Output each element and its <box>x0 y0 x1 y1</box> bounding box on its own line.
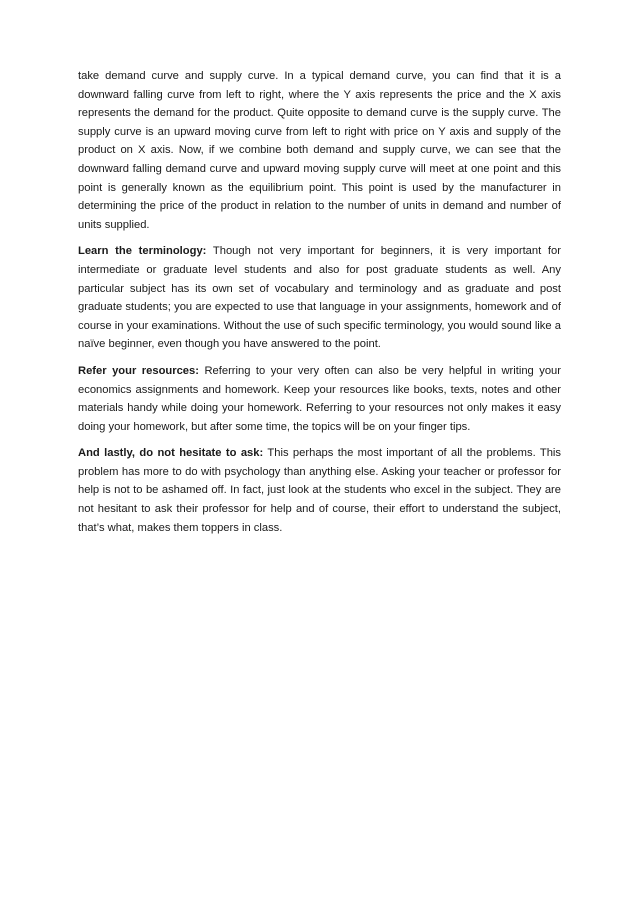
paragraph-body: Referring to your very often can also be very helpful in writing your economics assignments and homework. Keep your resources like books, texts, notes and other materials handy while doing your homework. Referring to your resources not only makes it easy doing your homework, but after some time, the topics will be on your finger tips. <box>78 364 561 433</box>
paragraph-heading: And lastly, do not hesitate to ask: <box>78 447 264 460</box>
document-page <box>78 67 561 545</box>
paragraph-body: Though not very important for beginners, it is very important for intermediate or graduate level students and also for post graduate students as well. Any particular subject has its own set of vocabulary and terminology and as graduate and post graduate students; you are expected to use that language in your assignments, homework and of course in your examinations. Without the use of such specific terminology, you would sound like a naïve beginner, even though you have answered to the point. <box>78 245 561 351</box>
paragraph-body: take demand curve and supply curve. In a typical demand curve, you can find that it is a downward falling curve from left to right, where the Y axis represents the price and the X axis represents the demand for the product. Quite opposite to demand curve is the supply curve. The supply curve is an upward moving curve from left to right with price on Y axis and supply of the product on X axis. Now, if we combine both demand and supply curve, we can see that the downward falling demand curve and upward moving supply curve will meet at one point and this point is generally known as the equilibrium point. This point is used by the manufacturer in determining the price of the product in relation to the number of units in demand and number of units supplied. <box>78 70 561 231</box>
paragraph-heading: Refer your resources: <box>78 364 199 377</box>
paragraph-body: This perhaps the most important of all the problems. This problem has more to do with psychology than anything else. Asking your teacher or professor for help is not to be ashamed off. In fact, just look at the students who excel in the subject. They are not hesitant to ask their professor for help and of course, their effort to understand the subject, that’s what, makes them toppers in class. <box>78 447 561 534</box>
paragraph-heading: Learn the terminology: <box>78 245 207 258</box>
paragraph-resources <box>78 362 561 436</box>
paragraph-terminology <box>78 242 561 354</box>
paragraph-supply-demand <box>78 67 561 234</box>
paragraph-ask <box>78 444 561 537</box>
